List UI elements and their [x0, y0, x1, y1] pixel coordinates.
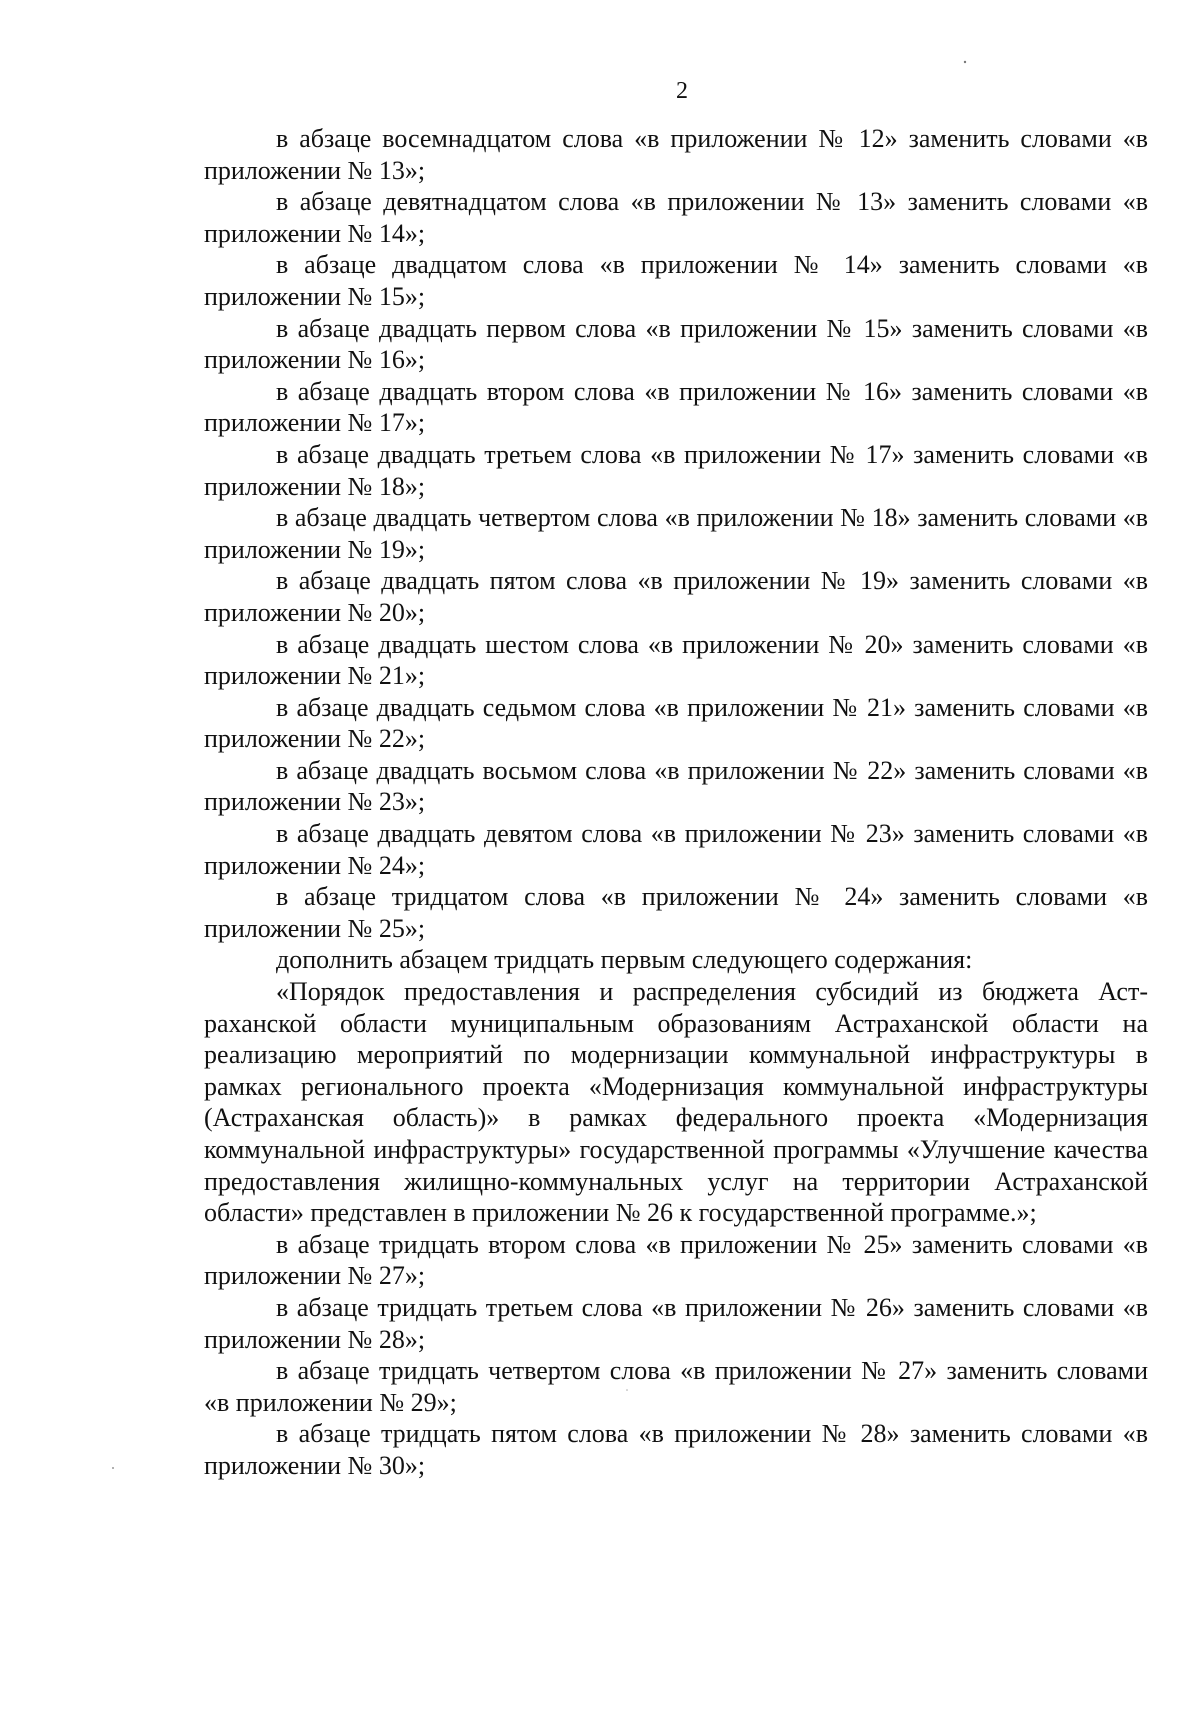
paragraph: в абзаце девятнадцатом слова «в приложении № 13» заменить словами «в приложении № 14»;: [204, 187, 1148, 248]
paragraph: в абзаце двадцать шестом слова «в приложении № 20» заменить словами «в приложении № 21»;: [204, 629, 1148, 691]
paragraph: «Порядок предоставления и распределения субсидий из бюджета Астраханской области муниципальным образованиям Астраханской области на реализацию мероприятий по модернизации коммунальной инфраструктуры в рамках регионального проекта «Модернизация коммунальной инфраструктуры (Астраханская область)» в рамках федерального проекта «Модернизация коммунальной инфраструктуры» государственной программы «Улучшение качества предоставления жилищно-коммунальных услуг на территории Астраханской области» представлен в приложении № 26 к государственной программе.»;: [204, 977, 1148, 1228]
scan-speck: [964, 61, 966, 63]
paragraph: в абзаце двадцать пятом слова «в приложении № 19» заменить словами «в приложении № 20»;: [204, 566, 1148, 627]
paragraph: в абзаце восемнадцатом слова «в приложении № 12» заменить словами «в приложении № 13»;: [204, 124, 1148, 185]
paragraph: в абзаце двадцать девятом слова «в приложении № 23» заменить словами «в приложении № 24»;: [204, 819, 1148, 880]
paragraph: в абзаце двадцать восьмом слова «в приложении № 22» заменить словами «в приложении № 23»;: [204, 755, 1148, 817]
paragraph: в абзаце двадцатом слова «в приложении № 14» заменить словами «в приложении № 15»;: [204, 250, 1148, 311]
paragraph: в абзаце двадцать первом слова «в приложении № 15» заменить словами «в приложении № 16»;: [204, 313, 1148, 375]
paragraph: в абзаце тридцать втором слова «в приложении № 25» заменить словами «в приложении № 27»;: [204, 1229, 1148, 1291]
page-number: 2: [676, 78, 688, 104]
paragraph: в абзаце двадцать втором слова «в приложении № 16» заменить словами «в приложении № 17»;: [204, 376, 1148, 438]
paragraph: в абзаце тридцать четвертом слова «в приложении № 27» заменить словами «в приложении № 29»;: [204, 1356, 1148, 1417]
paragraph: в абзаце двадцать третьем слова «в приложении № 17» заменить словами «в приложении № 18»;: [204, 439, 1148, 501]
scan-speck: [626, 1389, 628, 1391]
paragraph: дополнить абзацем тридцать первым следующего содержания:: [276, 945, 973, 975]
paragraph: в абзаце тридцать пятом слова «в приложении № 28» заменить словами «в приложении № 30»;: [204, 1419, 1148, 1480]
paragraph: в абзаце двадцать четвертом слова «в приложении № 18» заменить словами «в приложении № 19»;: [204, 503, 1148, 564]
paragraph: в абзаце тридцатом слова «в приложении № 24» заменить словами «в приложении № 25»;: [204, 882, 1148, 943]
paragraph: в абзаце тридцать третьем слова «в приложении № 26» заменить словами «в приложении № 28»;: [204, 1292, 1148, 1354]
paragraph: в абзаце двадцать седьмом слова «в приложении № 21» заменить словами «в приложении № 22»;: [204, 692, 1148, 754]
scan-speck: [112, 1467, 114, 1469]
